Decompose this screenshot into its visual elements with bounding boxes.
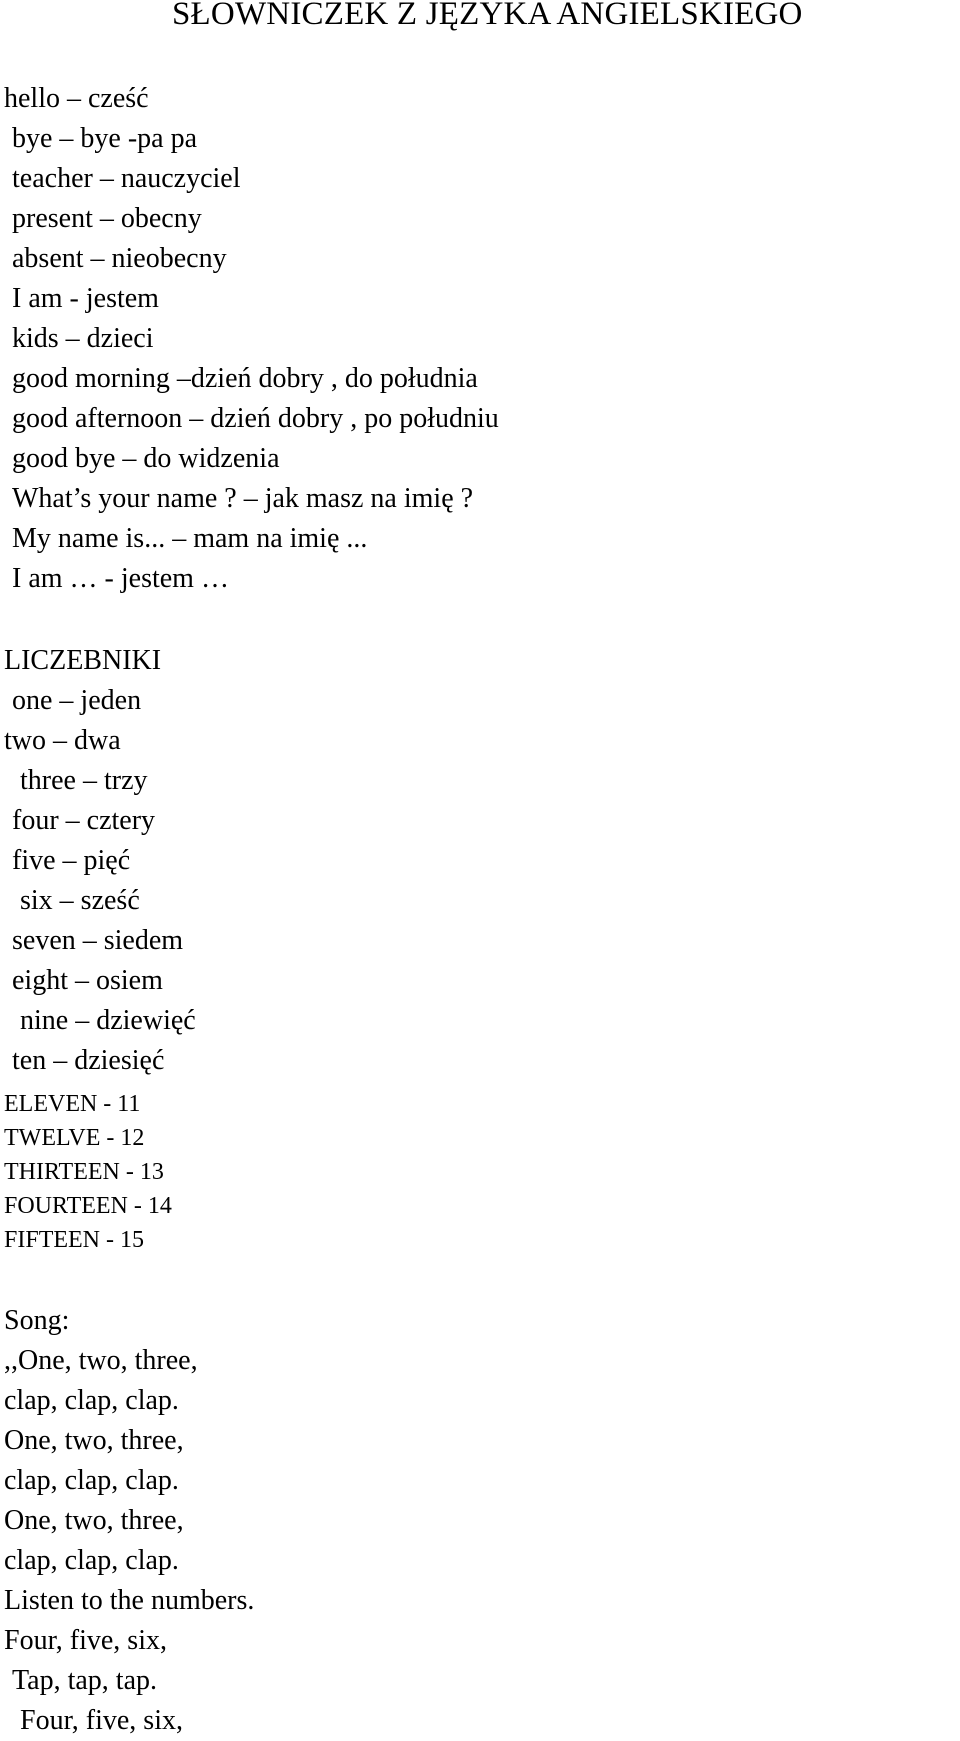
teen-line: FIFTEEN - 15 (4, 1227, 144, 1253)
teen-line: TWELVE - 12 (4, 1125, 145, 1151)
vocab-line: good morning –dzień dobry , do południa (12, 363, 478, 394)
vocab-line: I am … - jestem … (12, 563, 229, 594)
song-line: Listen to the numbers. (4, 1585, 255, 1616)
vocab-line: kids – dzieci (12, 323, 154, 354)
number-line: seven – siedem (12, 925, 184, 956)
vocab-line: good afternoon – dzień dobry , po południu (12, 403, 499, 434)
numbers-list (0, 641, 196, 1081)
number-line: nine – dziewięć (20, 1005, 196, 1036)
song-line: Tap, tap, tap. (12, 1665, 157, 1696)
song-line: Four, five, six, (4, 1625, 167, 1656)
page-title: SŁOWNICZEK Z JĘZYKA ANGIELSKIEGO (172, 0, 803, 32)
number-line: five – pięć (12, 845, 131, 876)
vocabulary-list (0, 79, 499, 599)
vocab-line: bye – bye -pa pa (12, 123, 198, 154)
number-line: eight – osiem (12, 965, 163, 996)
number-line: three – trzy (20, 765, 148, 796)
song-section (0, 1301, 254, 1741)
vocab-line: present – obecny (12, 203, 202, 234)
number-line: one – jeden (12, 685, 142, 716)
song-line: One, two, three, (4, 1505, 184, 1536)
vocab-line: absent – nieobecny (12, 243, 227, 274)
song-line: Four, five, six, (20, 1705, 183, 1736)
numbers-heading: LICZEBNIKI (4, 645, 162, 676)
number-line: two – dwa (4, 725, 121, 756)
vocab-line: teacher – nauczyciel (12, 163, 241, 194)
number-line: ten – dziesięć (12, 1045, 165, 1076)
vocab-line: What’s your name ? – jak masz na imię ? (12, 483, 474, 514)
song-line: clap, clap, clap. (4, 1385, 179, 1416)
teen-line: THIRTEEN - 13 (4, 1159, 164, 1185)
song-heading: Song: (4, 1305, 70, 1336)
number-line: six – sześć (20, 885, 140, 916)
vocab-line: hello – cześć (4, 83, 149, 114)
song-line: clap, clap, clap. (4, 1545, 179, 1576)
vocab-line: I am - jestem (12, 283, 159, 314)
vocab-line: My name is... – mam na imię ... (12, 523, 368, 554)
song-line: clap, clap, clap. (4, 1465, 179, 1496)
song-line: One, two, three, (4, 1425, 184, 1456)
teens-list (0, 1087, 172, 1257)
song-line: ,,One, two, three, (4, 1345, 198, 1376)
teen-line: FOURTEEN - 14 (4, 1193, 172, 1219)
number-line: four – cztery (12, 805, 156, 836)
vocab-line: good bye – do widzenia (12, 443, 280, 474)
teen-line: ELEVEN - 11 (4, 1091, 141, 1117)
